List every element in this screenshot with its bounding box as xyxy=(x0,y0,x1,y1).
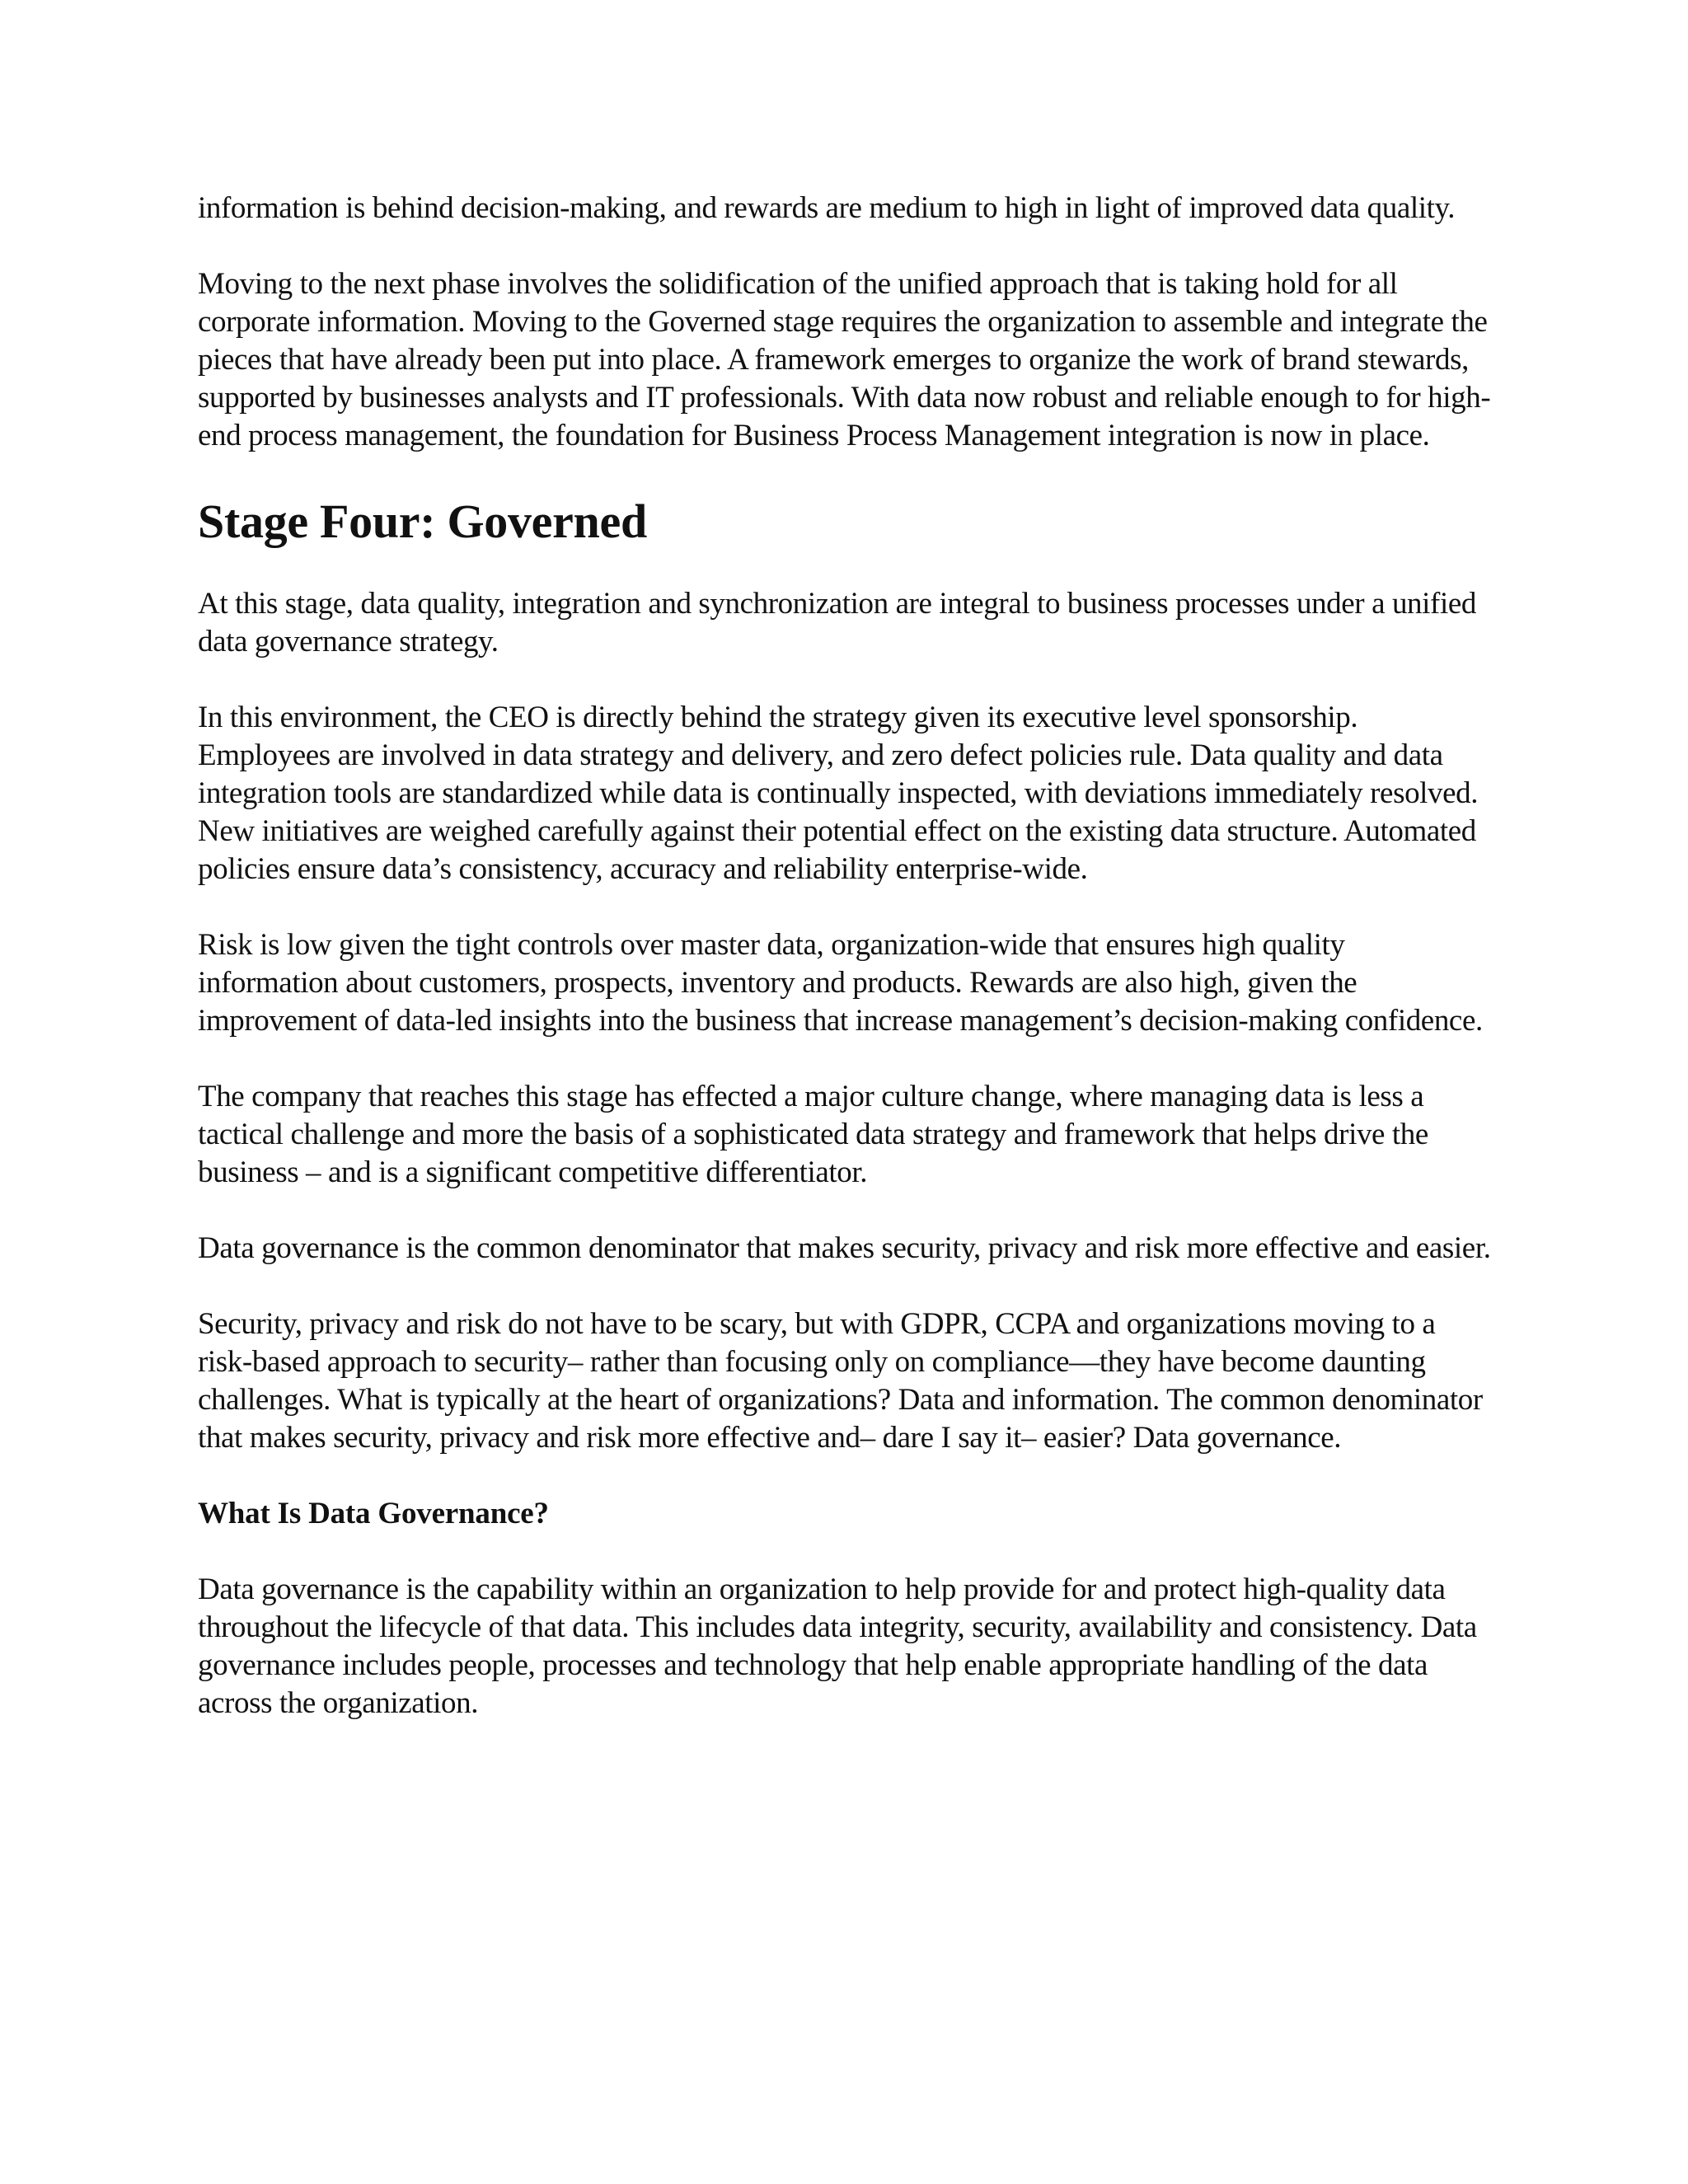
paragraph-stage-four-4: The company that reaches this stage has effected a major culture change, where managing data is less a tactical challenge and more the basis of a sophisticated data strategy and framework that helps drive the business – and is a significant competitive differentiator. xyxy=(198,1080,1428,1189)
document-body xyxy=(198,190,1492,1760)
paragraph-stage-four-1: At this stage, data quality, integration and synchronization are integral to business processes under a unified data governance strategy. xyxy=(198,587,1476,658)
paragraph-stage-four-2: In this environment, the CEO is directly behind the strategy given its executive level sponsorship. Employees are involved in data strategy and delivery, and zero defect policies rule. Data quality and data integration tools are standardized while data is continually inspected, with deviations immediately resolved. New initiatives are weighed carefully against their potential effect on the existing data structure. Automated policies ensure data’s consistency, accuracy and reliability enterprise-wide. xyxy=(198,701,1479,886)
paragraph-intro-2: Moving to the next phase involves the solidification of the unified approach that is taking hold for all corporate information. Moving to the Governed stage requires the organization to assemble and integrate the pieces that have already been put into place. A framework emerges to organize the work of brand stewards, supported by businesses analysts and IT professionals. With data now robust and reliable enough to for high-end process management, the foundation for Business Process Management integration is now in place. xyxy=(198,267,1491,452)
subheading-what-is-data-governance: What Is Data Governance? xyxy=(198,1497,549,1530)
paragraph-intro-1: information is behind decision-making, and rewards are medium to high in light of improved data quality. xyxy=(198,191,1456,225)
paragraph-stage-four-3: Risk is low given the tight controls over master data, organization-wide that ensures high quality information about customers, prospects, inventory and products. Rewards are also high, given the improvement of data-led insights into the business that increase management’s decision-making confidence. xyxy=(198,928,1483,1038)
paragraph-stage-four-5: Data governance is the common denominator that makes security, privacy and risk more effective and easier. xyxy=(198,1231,1491,1265)
section-heading-stage-four: Stage Four: Governed xyxy=(198,494,647,548)
paragraph-stage-four-6: Security, privacy and risk do not have to be scary, but with GDPR, CCPA and organizations moving to a risk-based approach to security– rather than focusing only on compliance—they have become daunting challenges. What is typically at the heart of organizations? Data and information. The common denominator that makes security, privacy and risk more effective and– dare I say it– easier? Data governance. xyxy=(198,1307,1483,1455)
paragraph-what-is-1: Data governance is the capability within an organization to help provide for and protect high-quality data throughout the lifecycle of that data. This includes data integrity, security, availability and consistency. Data governance includes people, processes and technology that help enable appropriate handling of the data across the organization. xyxy=(198,1572,1477,1720)
